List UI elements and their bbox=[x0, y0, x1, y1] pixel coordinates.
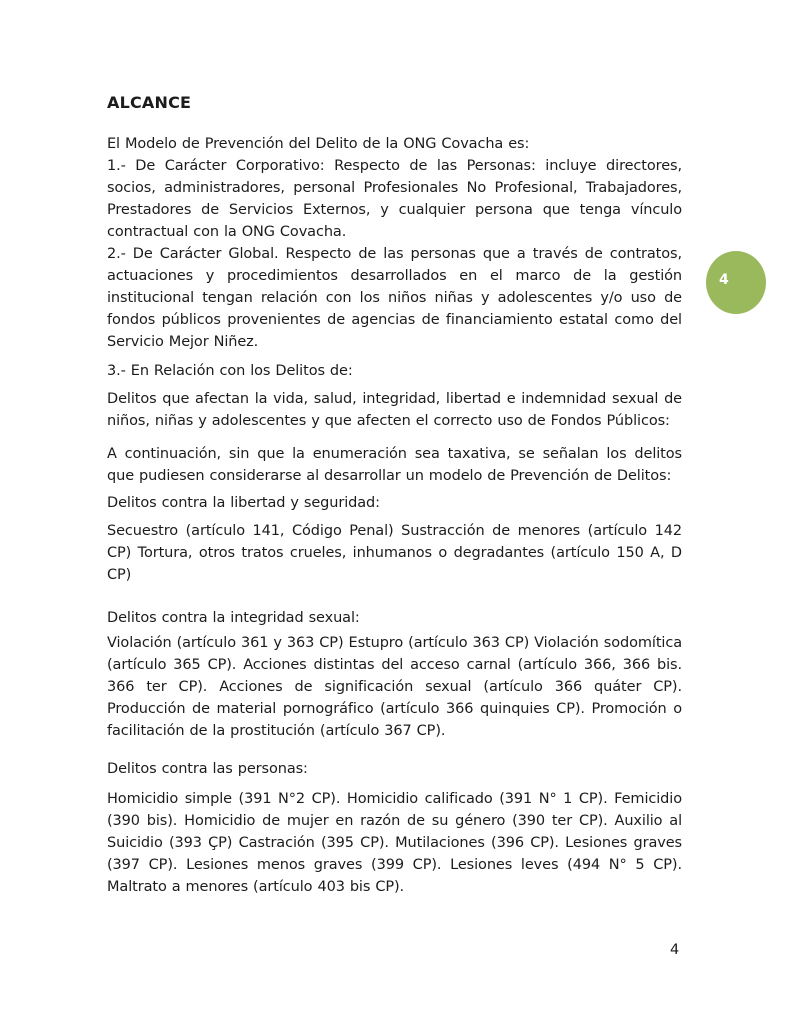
heading-persons-crimes: Delitos contra las personas: bbox=[107, 761, 308, 777]
footer-page-number: 4 bbox=[670, 942, 680, 958]
document-title: ALCANCE bbox=[107, 93, 192, 112]
intro-line: El Modelo de Prevención del Delito de la ONG Covacha es: bbox=[107, 136, 530, 152]
page-side-badge-label: 4 bbox=[719, 271, 729, 288]
document-body bbox=[107, 92, 682, 898]
paragraph-enumeration-note: A continuación, sin que la enumeración sea taxativa, se señalan los delitos que pudiesen considerarse al desarrollar un modelo de Prevención de Delitos: bbox=[107, 446, 682, 484]
paragraph-liberty-security-crimes: Secuestro (artículo 141, Código Penal) Sustracción de menores (artículo 142 CP) Tortura, otros tratos crueles, inhumanos o degradantes (artículo 150 A, D CP) bbox=[107, 523, 682, 583]
paragraph-crimes-affected: Delitos que afectan la vida, salud, integridad, libertad e indemnidad sexual de niños, niñas y adolescentes y que afecten el correcto uso de Fondos Públicos: bbox=[107, 391, 682, 429]
paragraph-global-scope: 2.- De Carácter Global. Respecto de las personas que a través de contratos, actuaciones y procedimientos desarrollados en el marco de la gestión institucional tengan relación con los niños niñas y adolescentes y/o uso de fondos públicos provenientes de agencias de financiamiento estatal como del Servicio Mejor Niñez. bbox=[107, 246, 682, 350]
heading-crimes-relation: 3.- En Relación con los Delitos de: bbox=[107, 363, 353, 379]
paragraph-sexual-integrity-crimes: Violación (artículo 361 y 363 CP) Estupro (artículo 363 CP) Violación sodomítica (artículo 365 CP). Acciones distintas del acceso carnal (artículo 366, 366 bis. 366 ter CP). Acciones de significación sexual (artículo 366 quáter CP). Producción de material pornográfico (artículo 366 quinquies CP). Promoción o facilitación de la prostitución (artículo 367 CP). bbox=[107, 635, 682, 739]
paragraph-corporate-scope: 1.- De Carácter Corporativo: Respecto de las Personas: incluye directores, socios, administradores, personal Profesionales No Profesional, Trabajadores, Prestadores de Servicios Externos, y cualquier persona que tenga vínculo contractual con la ONG Covacha. bbox=[107, 158, 682, 240]
page-side-badge bbox=[706, 251, 766, 314]
heading-liberty-security-crimes: Delitos contra la libertad y seguridad: bbox=[107, 495, 380, 511]
heading-sexual-integrity-crimes: Delitos contra la integridad sexual: bbox=[107, 610, 360, 626]
paragraph-persons-crimes: Homicidio simple (391 N°2 CP). Homicidio calificado (391 N° 1 CP). Femicidio (390 bis). Homicidio de mujer en razón de su género (390 ter CP). Auxilio al Suicidio (393 ÇP) Castración (395 CP). Mutilaciones (396 CP). Lesiones graves (397 CP). Lesiones menos graves (399 CP). Lesiones leves (494 N° 5 CP). Maltrato a menores (artículo 403 bis CP). bbox=[107, 791, 682, 895]
